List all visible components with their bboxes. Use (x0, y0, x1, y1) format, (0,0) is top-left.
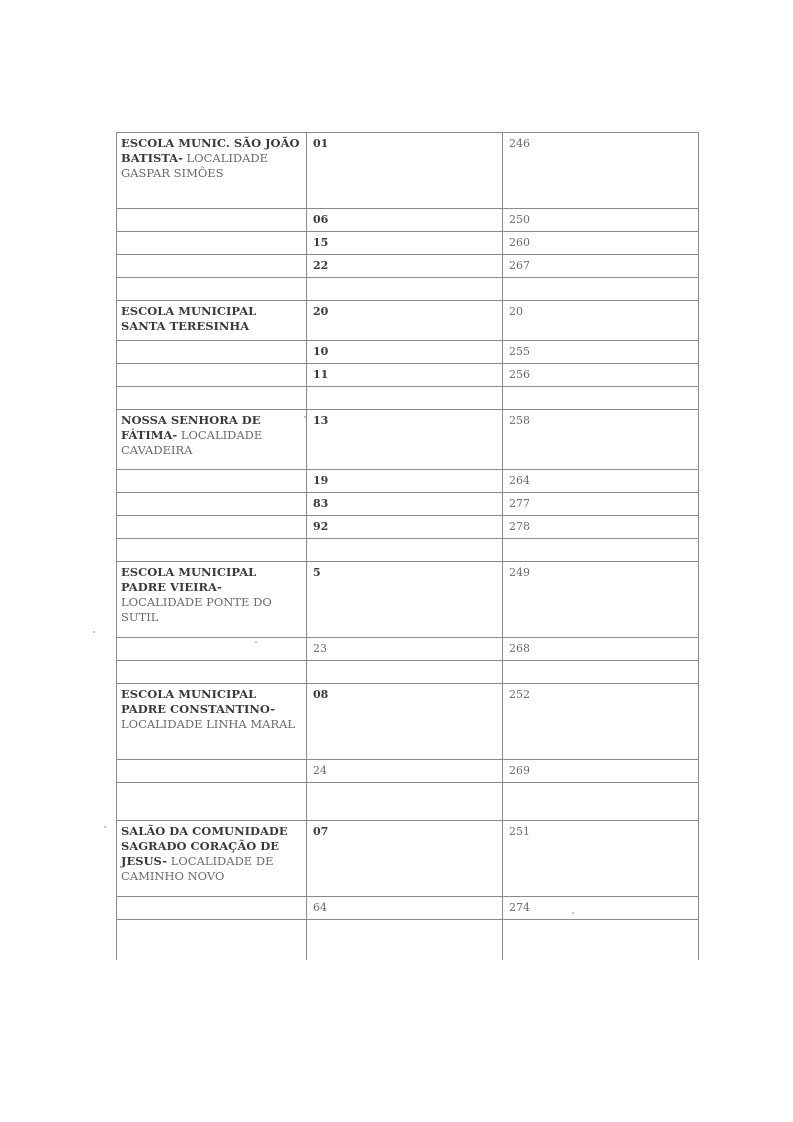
school-name: ESCOLA MUNICIPAL PADRE VIEIRA- (121, 565, 257, 594)
empty-cell (503, 661, 699, 684)
empty-cell (307, 539, 503, 562)
section-number: 64 (313, 901, 327, 914)
table-row (117, 562, 699, 638)
locality-name: LOCALIDADE GASPAR SIMÕES (121, 151, 269, 180)
polling-stations-table (116, 132, 699, 960)
locality-name: LOCALIDADE PONTE DO SUTIL (121, 595, 272, 624)
school-name: NOSSA SENHORA DE FÁTIMA- (121, 413, 261, 442)
voter-count: 274 (509, 901, 530, 914)
empty-cell (117, 897, 307, 920)
empty-cell (503, 539, 699, 562)
section-number-cell (307, 821, 503, 897)
spacer-row (117, 661, 699, 684)
section-number-cell (307, 341, 503, 364)
empty-cell (117, 516, 307, 539)
voter-count-cell (503, 897, 699, 920)
empty-cell (117, 539, 307, 562)
school-name-cell (117, 133, 307, 209)
section-number: 13 (313, 414, 329, 427)
voter-count-cell (503, 470, 699, 493)
school-name-cell (117, 410, 307, 470)
voter-count: 250 (509, 213, 530, 226)
voter-count-cell (503, 760, 699, 783)
school-name-cell (117, 301, 307, 341)
table-row (117, 684, 699, 760)
section-number: 23 (313, 642, 327, 655)
empty-cell (117, 920, 307, 960)
empty-cell (117, 638, 307, 661)
table-row (117, 301, 699, 341)
empty-cell (117, 255, 307, 278)
spacer-row (117, 783, 699, 821)
scan-speck (255, 641, 257, 643)
voter-count-cell (503, 364, 699, 387)
empty-cell (117, 387, 307, 410)
empty-cell (503, 783, 699, 821)
section-number-cell (307, 897, 503, 920)
school-name: ESCOLA MUNICIPAL SANTA TERESINHA (121, 304, 257, 333)
section-number: 20 (313, 305, 329, 318)
section-number-cell (307, 493, 503, 516)
empty-cell (117, 760, 307, 783)
scan-speck (304, 416, 306, 418)
empty-cell (503, 278, 699, 301)
voter-count-cell (503, 562, 699, 638)
table-row (117, 255, 699, 278)
section-number: 92 (313, 520, 329, 533)
empty-cell (117, 364, 307, 387)
section-number-cell (307, 638, 503, 661)
empty-cell (117, 493, 307, 516)
table-row (117, 232, 699, 255)
section-number-cell (307, 562, 503, 638)
voter-count: 20 (509, 305, 523, 318)
voter-count: 249 (509, 566, 530, 579)
voter-count-cell (503, 821, 699, 897)
empty-cell (503, 920, 699, 960)
section-number: 01 (313, 137, 329, 150)
spacer-row (117, 920, 699, 960)
spacer-row (117, 539, 699, 562)
voter-count-cell (503, 301, 699, 341)
scan-speck (572, 912, 574, 914)
voter-count-cell (503, 516, 699, 539)
table-body (117, 133, 699, 960)
section-number: 83 (313, 497, 329, 510)
voter-count-cell (503, 133, 699, 209)
voter-count-cell (503, 638, 699, 661)
voter-count-cell (503, 341, 699, 364)
empty-cell (307, 783, 503, 821)
section-number-cell (307, 255, 503, 278)
voter-count-cell (503, 232, 699, 255)
section-number-cell (307, 410, 503, 470)
section-number-cell (307, 364, 503, 387)
table-row (117, 638, 699, 661)
scanned-document-page (116, 132, 698, 970)
table-row (117, 470, 699, 493)
empty-cell (307, 387, 503, 410)
section-number-cell (307, 760, 503, 783)
voter-count-cell (503, 493, 699, 516)
section-number: 15 (313, 236, 329, 249)
section-number: 5 (313, 566, 321, 579)
section-number: 24 (313, 764, 327, 777)
table-row (117, 410, 699, 470)
section-number-cell (307, 133, 503, 209)
locality-name: LOCALIDADE LINHA MARAL (121, 717, 296, 731)
voter-count-cell (503, 209, 699, 232)
section-number: 11 (313, 368, 329, 381)
empty-cell (117, 232, 307, 255)
voter-count: 269 (509, 764, 530, 777)
locality-name: LOCALIDADE CAVADEIRA (121, 428, 263, 457)
section-number-cell (307, 209, 503, 232)
spacer-row (117, 278, 699, 301)
school-name-cell (117, 562, 307, 638)
section-number: 10 (313, 345, 329, 358)
voter-count: 251 (509, 825, 530, 838)
table-row (117, 493, 699, 516)
table-row (117, 760, 699, 783)
empty-cell (117, 341, 307, 364)
empty-cell (307, 278, 503, 301)
school-name: SALÃO DA COMUNIDADE SAGRADO CORAÇÃO DE JESUS- (121, 824, 288, 868)
empty-cell (117, 278, 307, 301)
empty-cell (307, 661, 503, 684)
school-name: ESCOLA MUNIC. SÃO JOÃO BATISTA- (121, 136, 300, 165)
voter-count-cell (503, 684, 699, 760)
section-number-cell (307, 684, 503, 760)
voter-count-cell (503, 410, 699, 470)
empty-cell (503, 387, 699, 410)
voter-count: 256 (509, 368, 530, 381)
voter-count: 260 (509, 236, 530, 249)
section-number-cell (307, 516, 503, 539)
voter-count: 277 (509, 497, 530, 510)
table-row (117, 821, 699, 897)
table-row (117, 341, 699, 364)
section-number: 08 (313, 688, 329, 701)
section-number: 06 (313, 213, 329, 226)
locality-name: LOCALIDADE DE CAMINHO NOVO (121, 854, 274, 883)
voter-count: 278 (509, 520, 530, 533)
voter-count-cell (503, 255, 699, 278)
scan-speck (104, 826, 106, 828)
section-number: 07 (313, 825, 329, 838)
voter-count: 264 (509, 474, 530, 487)
school-name-cell (117, 821, 307, 897)
empty-cell (117, 470, 307, 493)
section-number-cell (307, 301, 503, 341)
voter-count: 252 (509, 688, 530, 701)
voter-count: 246 (509, 137, 530, 150)
school-name-cell (117, 684, 307, 760)
voter-count: 255 (509, 345, 530, 358)
table-row (117, 516, 699, 539)
empty-cell (117, 209, 307, 232)
table-row (117, 364, 699, 387)
voter-count: 267 (509, 259, 530, 272)
table-row (117, 897, 699, 920)
scan-speck (93, 631, 95, 633)
empty-cell (117, 783, 307, 821)
empty-cell (117, 661, 307, 684)
voter-count: 268 (509, 642, 530, 655)
table-row (117, 133, 699, 209)
section-number: 19 (313, 474, 329, 487)
section-number-cell (307, 470, 503, 493)
empty-cell (307, 920, 503, 960)
table-row (117, 209, 699, 232)
section-number-cell (307, 232, 503, 255)
spacer-row (117, 387, 699, 410)
school-name: ESCOLA MUNICIPAL PADRE CONSTANTINO- (121, 687, 276, 716)
voter-count: 258 (509, 414, 530, 427)
section-number: 22 (313, 259, 329, 272)
